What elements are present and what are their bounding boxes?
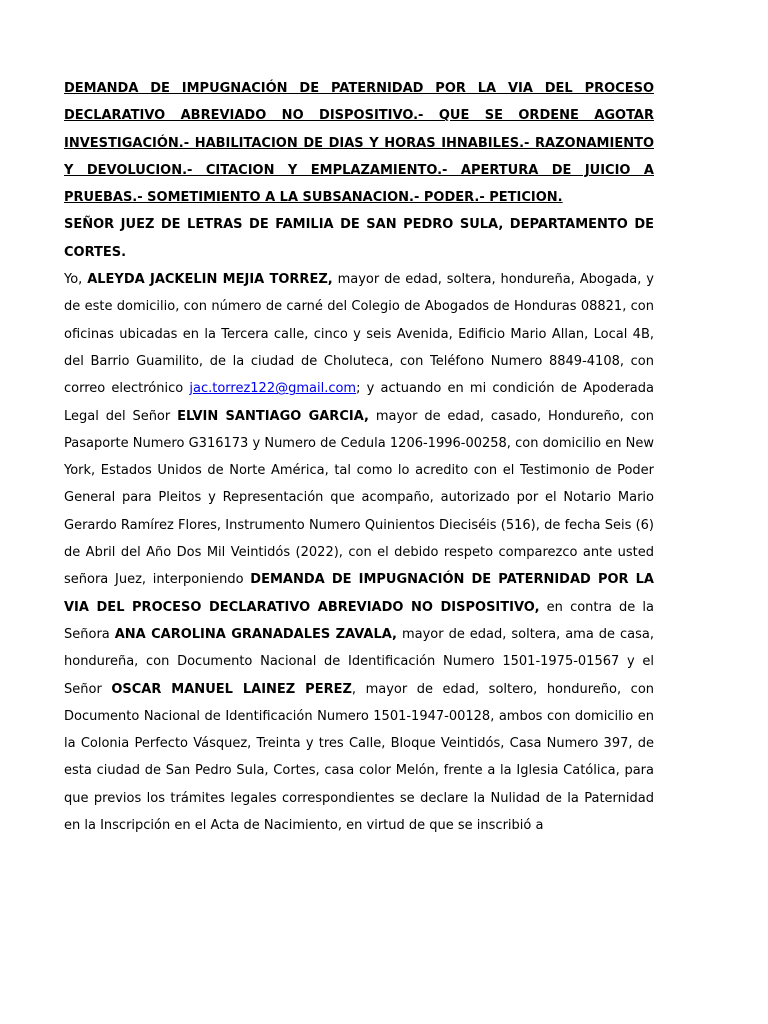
plaintiff-attorney-name: ALEYDA JACKELIN MEJIA TORREZ, xyxy=(87,272,333,288)
client-name: ELVIN SANTIAGO GARCIA, xyxy=(177,408,369,424)
body-paragraph xyxy=(64,266,654,839)
body-text: en contra de la Señora xyxy=(64,599,654,642)
email-link[interactable]: jac.torrez122@gmail.com xyxy=(189,381,357,397)
body-text: , mayor de edad, soltero, hondureño, con Documento Nacional de Identificación Numero 1501-1947-00128, ambos con domicilio en la Colonia Perfecto Vásquez, Treinta y tres Calle, Bloque Veintidós, Casa Numero 397, de esta ciudad de San Pedro Sula, Cortes, casa color Melón, frente a la Iglesia Católica, para que previos los trámites legales correspondientes se declare la Nulidad de la Paternidad en la Inscripción en el Acta de Nacimiento, en virtud de que se inscribió a xyxy=(64,681,655,834)
body-text: Yo, xyxy=(64,272,88,288)
body-text: ; y actuando en mi condición de Apoderada Legal del Señor xyxy=(64,381,654,424)
document-heading: DEMANDA DE IMPUGNACIÓN DE PATERNIDAD POR LA VIA DEL PROCESO DECLARATIVO ABREVIADO NO DISPOSITIVO.- QUE SE ORDENE AGOTAR INVESTIGACIÓN.- HABILITACION DE DIAS Y HORAS IHNABILES.- RAZONAMIENTO Y DEVOLUCION.- CITACION Y EMPLAZAMIENTO.- APERTURA DE JUICIO A PRUEBAS.- SOMETIMIENTO A LA SUBSANACION.- PODER.- PETICION. xyxy=(64,81,654,206)
document-text xyxy=(64,75,654,839)
body-text: mayor de edad, soltera, hondureña, Abogada, y de este domicilio, con número de carné del Colegio de Abogados de Honduras 08821, con oficinas ubicadas en la Tercera calle, cinco y seis Avenida, Edificio Mario Allan, Local 4B, del Barrio Guamilito, de la ciudad de Choluteca, con Teléfono Numero 8849-4108, con correo electrónico xyxy=(64,272,654,397)
claim-title: DEMANDA DE IMPUGNACIÓN DE PATERNIDAD POR LA VIA DEL PROCESO DECLARATIVO ABREVIADO NO DISPOSITIVO, xyxy=(64,572,654,615)
defendant-name-2: OSCAR MANUEL LAINEZ PEREZ xyxy=(111,681,352,697)
body-text: mayor de edad, casado, Hondureño, con Pasaporte Numero G316173 y Numero de Cedula 1206-1996-00258, con domicilio en New York, Estados Unidos de Norte América, tal como lo acredito con el Testimonio de Poder General para Pleitos y Representación que acompaño, autorizado por el Notario Mario Gerardo Ramírez Flores, Instrumento Numero Quinientos Dieciséis (516), de fecha Seis (6) de Abril del Año Dos Mil Veintidós (2022), con el debido respeto comparezco ante usted señora Juez, interponiendo xyxy=(64,408,655,588)
addressee: SEÑOR JUEZ DE LETRAS DE FAMILIA DE SAN PEDRO SULA, DEPARTAMENTO DE CORTES. xyxy=(64,217,654,260)
body-text: mayor de edad, soltera, ama de casa, hondureña, con Documento Nacional de Identificación Numero 1501-1975-01567 y el Señor xyxy=(64,626,654,697)
defendant-name-1: ANA CAROLINA GRANADALES ZAVALA, xyxy=(114,626,397,642)
